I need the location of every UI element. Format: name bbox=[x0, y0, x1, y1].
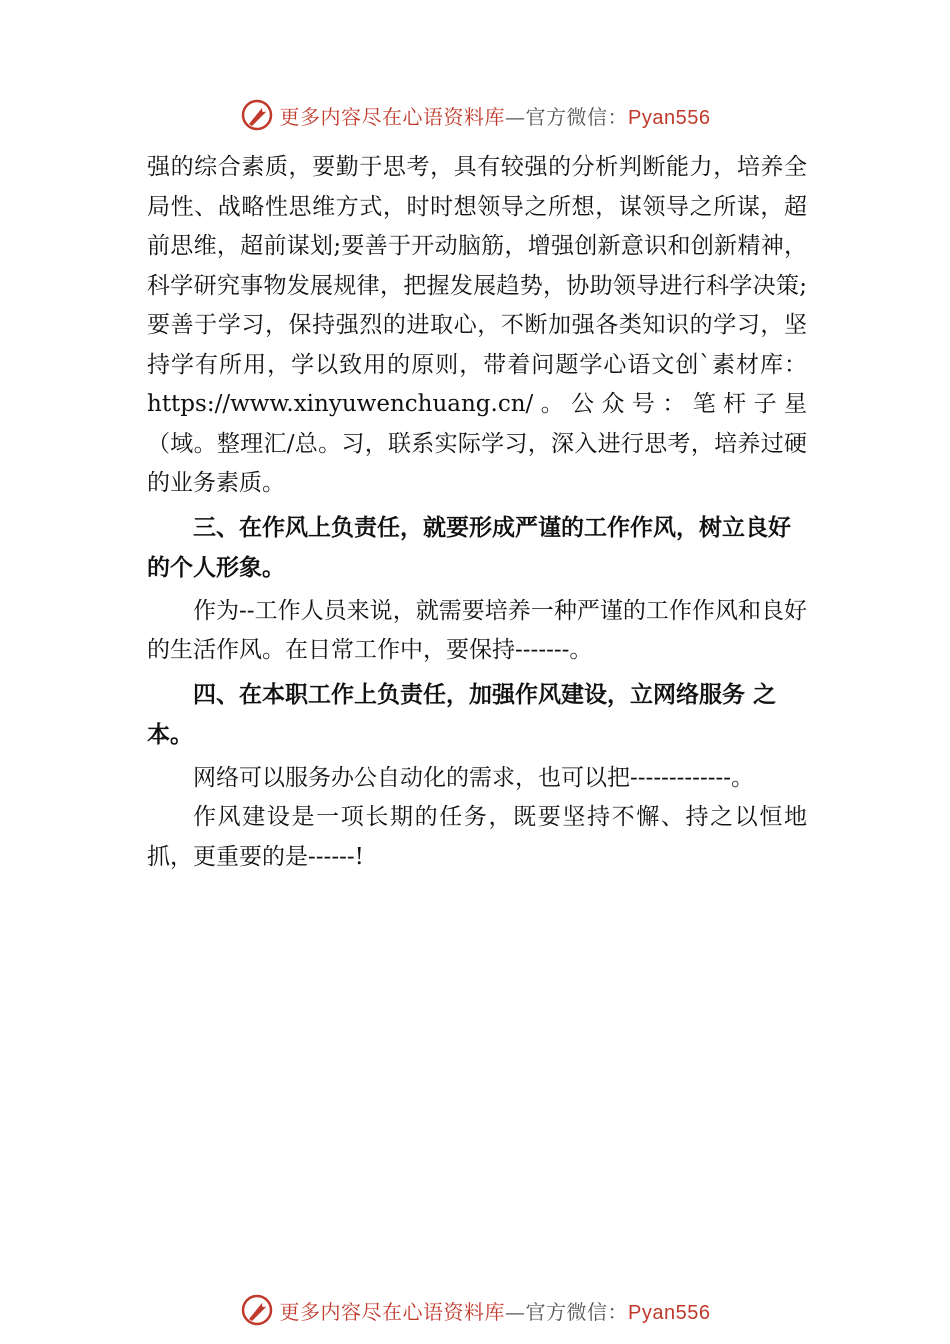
section-heading-4: 四、在本职工作上负责任，加强作风建设，立网络服务 之本。 bbox=[147, 680, 777, 748]
paragraph-network: 网络可以服务办公自动化的需求，也可以把-------------。 bbox=[193, 764, 755, 791]
document-body bbox=[147, 148, 807, 877]
banner-main: 更多内容尽在心语资料库 bbox=[279, 1299, 506, 1324]
banner-wechat: Pyan556 bbox=[628, 1301, 711, 1324]
header-banner bbox=[0, 95, 950, 135]
footer-banner bbox=[0, 1290, 950, 1330]
banner-official: —官方微信： bbox=[505, 1299, 629, 1324]
pen-nib-logo-icon bbox=[240, 98, 274, 132]
banner-wechat: Pyan556 bbox=[628, 106, 711, 129]
paragraph-work-style: 作为--工作人员来说，就需要培养一种严谨的工作作风和良好的生活作风。在日常工作中，要保持-------。 bbox=[147, 597, 807, 663]
banner-text bbox=[280, 1296, 711, 1325]
paragraph-conclusion: 作风建设是一项长期的任务，既要坚持不懈、持之以恒地抓，更重要的是------! bbox=[147, 804, 807, 870]
banner-main: 更多内容尽在心语资料库 bbox=[279, 104, 506, 129]
paragraph-continued: 强的综合素质，要勤于思考，具有较强的分析判断能力，培养全局性、战略性思维方式，时时想领导之所想，谋领导之所谋，超前思维，超前谋划;要善于开动脑筋，增强创新意识和创新精神，科学研究事物发展规律，把握发展趋势，协助领导进行科学决策;要善于学习，保持强烈的进取心，不断加强各类知识的学习，坚持学有所用，学以致用的原则，带着问题学心语文创`素材库：https://www.xinyuwenchuang.cn/。公众号：笔杆子星（域。整理汇/总。习，联系实际学习，深入进行思考，培养过硬的业务素质。 bbox=[147, 154, 807, 496]
pen-nib-logo-icon bbox=[240, 1293, 274, 1327]
banner-text bbox=[280, 101, 711, 130]
banner-official: —官方微信： bbox=[505, 104, 629, 129]
section-heading-3: 三、在作风上负责任，就要形成严谨的工作作风，树立良好的个人形象。 bbox=[147, 513, 791, 581]
